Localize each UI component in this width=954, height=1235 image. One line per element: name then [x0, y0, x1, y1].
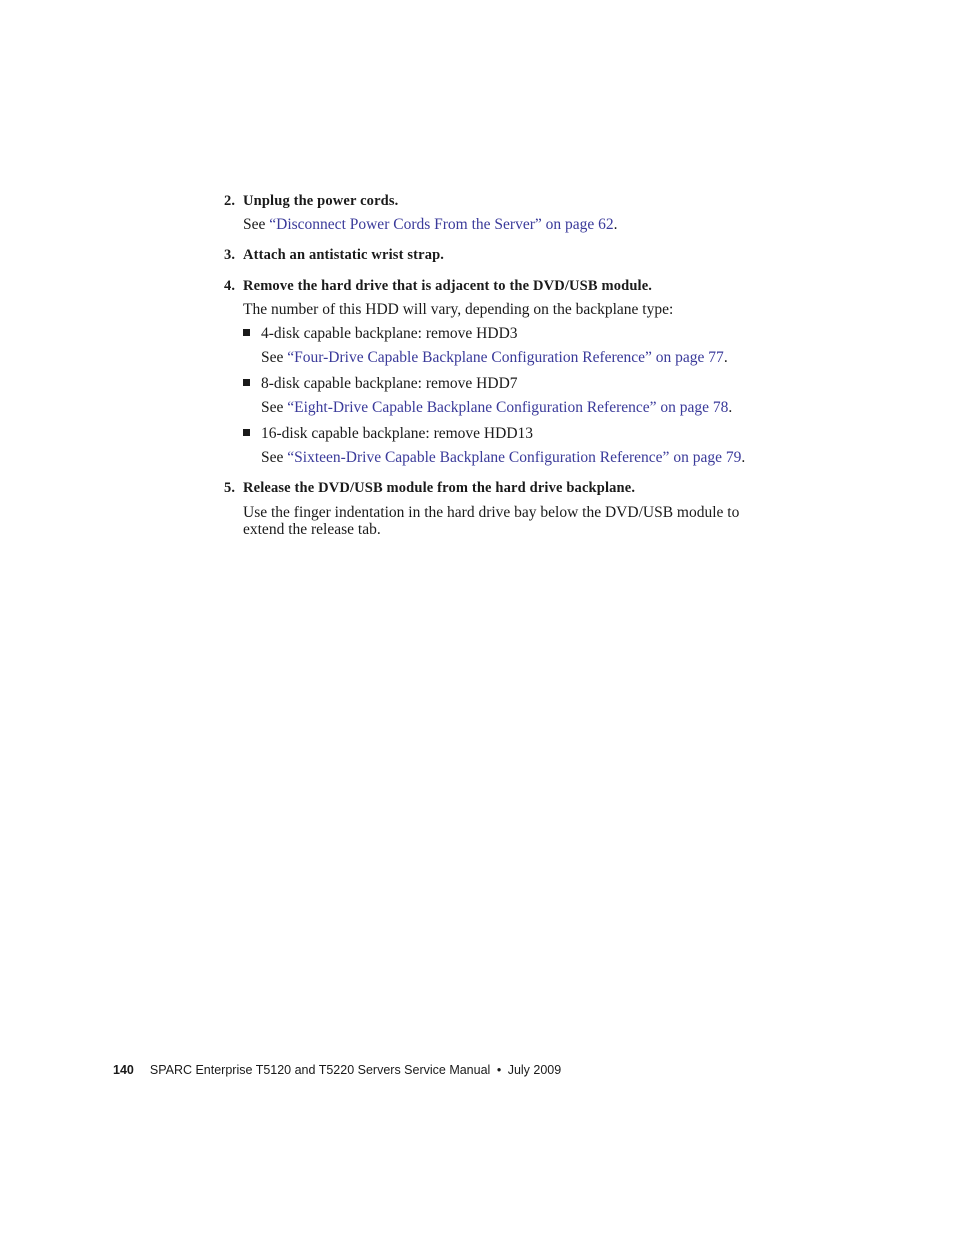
step-4-heading [224, 278, 652, 295]
footer-separator: • [496, 1063, 502, 1077]
step-2-reference [243, 216, 618, 233]
see-label: See [261, 399, 288, 416]
cross-reference-link[interactable]: “Sixteen-Drive Capable Backplane Configuration Reference” on page 79 [287, 449, 742, 466]
step-text: Remove the hard drive that is adjacent to the DVD/USB module. [243, 278, 653, 294]
bullet-item [243, 425, 533, 443]
step-5-body [243, 504, 739, 538]
bullet-reference [261, 449, 745, 467]
manual-title: SPARC Enterprise T5120 and T5220 Servers Service Manual [149, 1063, 491, 1077]
page-footer [113, 1063, 561, 1077]
see-label: See [261, 449, 288, 466]
page-number: 140 [113, 1063, 134, 1077]
period: . [728, 399, 733, 416]
body-line: Use the finger indentation in the hard drive bay below the DVD/USB module to [243, 504, 740, 521]
see-label: See [243, 216, 270, 233]
publication-date: July 2009 [507, 1063, 562, 1077]
bullet-text: 4-disk capable backplane: remove HDD3 [261, 325, 518, 342]
body-line: extend the release tab. [243, 521, 381, 538]
step-2-heading [224, 193, 398, 210]
bullet-item [243, 375, 518, 393]
step-text: Release the DVD/USB module from the hard drive backplane. [243, 480, 636, 496]
step-number: 4. [224, 278, 236, 294]
step-text: Attach an antistatic wrist strap. [243, 247, 445, 263]
period: . [741, 449, 746, 466]
step-number: 5. [224, 480, 236, 496]
bullet-text: 16-disk capable backplane: remove HDD13 [261, 425, 534, 442]
cross-reference-link[interactable]: “Eight-Drive Capable Backplane Configuration Reference” on page 78 [287, 399, 729, 416]
cross-reference-link[interactable]: “Four-Drive Capable Backplane Configuration Reference” on page 77 [287, 349, 724, 366]
bullet-square-icon [243, 379, 250, 386]
bullet-item [243, 325, 518, 343]
step-number: 3. [224, 247, 236, 263]
step-3-heading [224, 247, 444, 264]
bullet-reference [261, 399, 732, 417]
bullet-text: 8-disk capable backplane: remove HDD7 [261, 375, 518, 392]
bullet-square-icon [243, 429, 250, 436]
period: . [723, 349, 728, 366]
step-text: Unplug the power cords. [243, 193, 399, 209]
cross-reference-link[interactable]: “Disconnect Power Cords From the Server” on page 62 [269, 216, 614, 233]
bullet-reference [261, 349, 728, 367]
step-4-intro: The number of this HDD will vary, depending on the backplane type: [243, 301, 674, 318]
step-5-heading [224, 480, 635, 497]
bullet-square-icon [243, 329, 250, 336]
period: . [613, 216, 618, 233]
see-label: See [261, 349, 288, 366]
step-number: 2. [224, 193, 236, 209]
